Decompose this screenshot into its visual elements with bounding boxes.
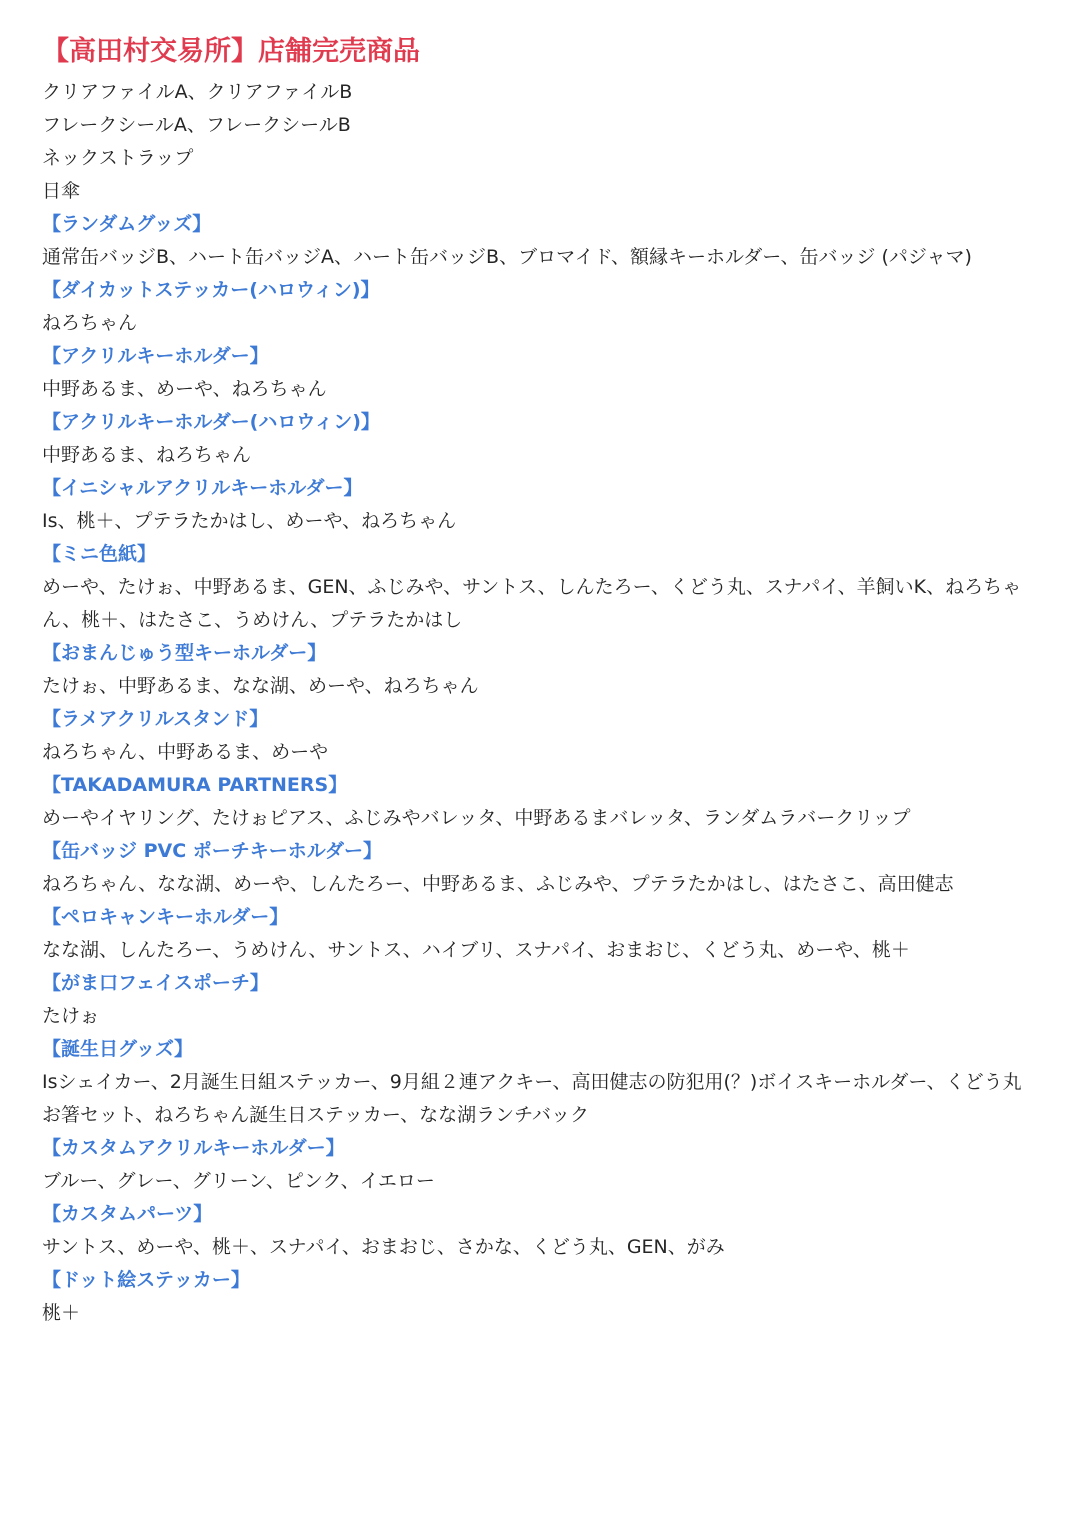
section-line: ねろちゃん [42, 312, 138, 334]
section-heading: 【ペロキャンキーホルダー】 [42, 906, 289, 928]
section-line: ねろちゃん、中野あるま、めーや [42, 741, 329, 763]
section-line: たけぉ、中野あるま、なな湖、めーや、ねろちゃん [42, 675, 479, 697]
section-line: たけぉ [42, 1005, 100, 1027]
section-line: 中野あるま、ねろちゃん [42, 444, 252, 466]
section-heading: 【缶バッジ PVC ポーチキーホルダー】 [42, 840, 383, 862]
section-heading: 【ダイカットステッカー(ハロウィン)】 [42, 279, 380, 301]
section-line: 通常缶バッジB、ハート缶バッジA、ハート缶バッジB、ブロマイド、額縁キーホルダー、缶バッジ (パジャマ) [42, 246, 972, 268]
section-line: なな湖、しんたろー、うめけん、サントス、ハイブリ、スナパイ、おまおじ、くどう丸、めーや、桃＋ [42, 939, 910, 961]
page-title: 【高田村交易所】店舗完売商品 [42, 36, 420, 67]
section-line: サントス、めーや、桃＋、スナパイ、おまおじ、さかな、くどう丸、GEN、がみ [42, 1236, 725, 1258]
section-heading: 【イニシャルアクリルキーホルダー】 [42, 477, 363, 499]
section-line: 中野あるま、めーや、ねろちゃん [42, 378, 327, 400]
section-heading: 【ラメアクリルスタンド】 [42, 708, 269, 730]
intro-line: フレークシールA、フレークシールB [42, 114, 351, 136]
section-heading: 【がま口フェイスポーチ】 [42, 972, 269, 994]
section-line: めーやイヤリング、たけぉピアス、ふじみやバレッタ、中野あるまバレッタ、ランダムラバークリップ [42, 807, 911, 829]
section-line: 桃＋ [42, 1302, 81, 1324]
section-heading: 【カスタムアクリルキーホルダー】 [42, 1137, 345, 1159]
intro-line: クリアファイルA、クリアファイルB [42, 81, 353, 103]
section-line: Isシェイカー、2月誕生日組ステッカー、9月組２連アクキー、高田健志の防犯用(？)ボイスキーホルダー、くどう丸お箸セット、ねろちゃん誕生日ステッカー、なな湖ランチバック [42, 1071, 1022, 1126]
section-heading: 【アクリルキーホルダー】 [42, 345, 269, 367]
section-line: ブルー、グレー、グリーン、ピンク、イエロー [42, 1170, 435, 1192]
intro-line: ネックストラップ [42, 147, 194, 169]
section-line: Is、桃＋、プテラたかはし、めーや、ねろちゃん [42, 510, 457, 532]
section-line: ねろちゃん、なな湖、めーや、しんたろー、中野あるま、ふじみや、プテラたかはし、はたさこ、高田健志 [42, 873, 954, 895]
intro-line: 日傘 [42, 180, 81, 202]
section-heading: 【ランダムグッズ】 [42, 213, 212, 235]
section-heading: 【おまんじゅう型キーホルダー】 [42, 642, 327, 664]
section-line: めーや、たけぉ、中野あるま、GEN、ふじみや、サントス、しんたろー、くどう丸、スナパイ、羊飼いK、ねろちゃん、桃＋、はたさこ、うめけん、プテラたかはし [42, 576, 1022, 631]
section-heading: 【ミニ色紙】 [42, 543, 157, 565]
section-heading: 【誕生日グッズ】 [42, 1038, 194, 1060]
section-heading: 【TAKADAMURA PARTNERS】 [42, 774, 348, 796]
section-heading: 【カスタムパーツ】 [42, 1203, 213, 1225]
section-heading: 【ドット絵ステッカー】 [42, 1269, 250, 1291]
document-page [42, 28, 1042, 1330]
section-heading: 【アクリルキーホルダー(ハロウィン)】 [42, 411, 380, 433]
